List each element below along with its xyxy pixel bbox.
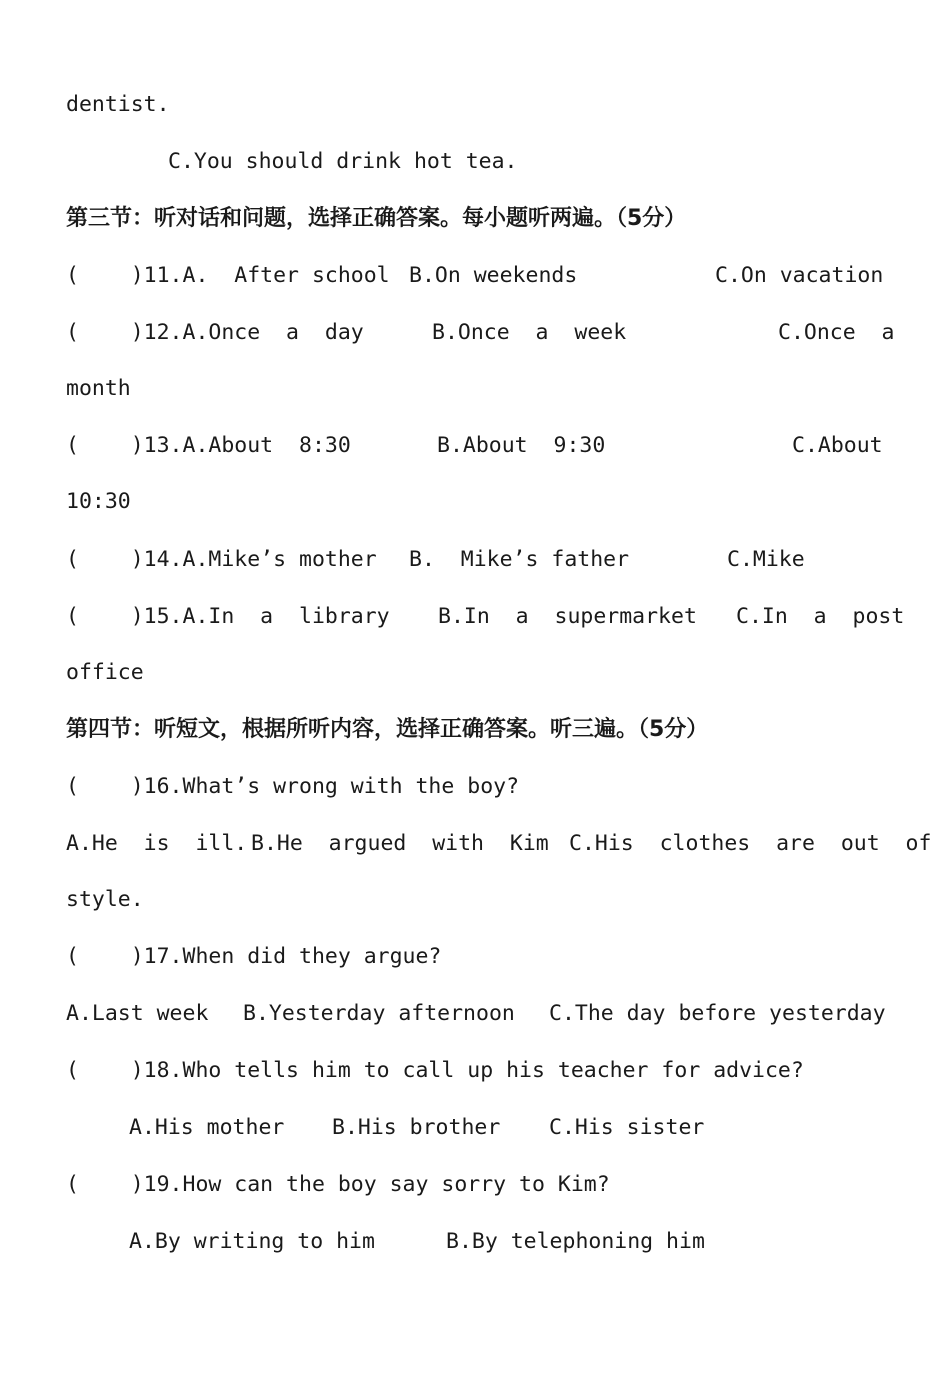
q11-number-a: ( )11.A. After school bbox=[66, 263, 390, 288]
line-option-c bbox=[0, 142, 950, 182]
q17-option-c: C.The day before yesterday bbox=[549, 1001, 886, 1026]
q12-option-c-cont: month bbox=[66, 376, 131, 401]
q18-option-c: C.His sister bbox=[549, 1115, 705, 1140]
q13-number-a: ( )13.A.About 8:30 bbox=[66, 433, 351, 458]
q14-option-b: B. Mike’s father bbox=[409, 547, 630, 572]
q17-option-b: B.Yesterday afternoon bbox=[243, 1001, 515, 1026]
q16-option-a: A.He is ill. bbox=[66, 831, 248, 856]
q14-option-c: C.Mike bbox=[727, 547, 805, 572]
question-19-options bbox=[0, 1222, 950, 1262]
question-17-options bbox=[0, 994, 950, 1034]
q18-option-b: B.His brother bbox=[332, 1115, 501, 1140]
q18-question: ( )18.Who tells him to call up his teacher for advice? bbox=[66, 1058, 804, 1083]
q16-option-b: B.He argued with Kim bbox=[251, 831, 549, 856]
question-18-options bbox=[0, 1108, 950, 1148]
question-15 bbox=[0, 597, 950, 637]
q11-option-c: C.On vacation bbox=[715, 263, 884, 288]
section4-heading-text: 第四节：听短文，根据所听内容，选择正确答案。听三遍。（5分） bbox=[66, 717, 709, 742]
question-19 bbox=[0, 1165, 950, 1205]
question-12 bbox=[0, 313, 950, 353]
section4-heading bbox=[0, 710, 950, 750]
q16-question: ( )16.What’s wrong with the boy? bbox=[66, 774, 520, 799]
continued-text: dentist. bbox=[66, 92, 170, 117]
q14-number-a: ( )14.A.Mike’s mother bbox=[66, 547, 377, 572]
q13-option-b: B.About 9:30 bbox=[437, 433, 606, 458]
line-dentist bbox=[0, 85, 950, 125]
question-11 bbox=[0, 256, 950, 296]
section3-heading-text: 第三节：听对话和问题，选择正确答案。每小题听两遍。（5分） bbox=[66, 206, 687, 231]
question-16-options bbox=[0, 824, 950, 864]
question-13 bbox=[0, 426, 950, 466]
q15-option-c-cont: office bbox=[66, 660, 144, 685]
q11-option-b: B.On weekends bbox=[409, 263, 578, 288]
question-13-cont bbox=[0, 482, 950, 522]
question-16-cont bbox=[0, 880, 950, 920]
q19-question: ( )19.How can the boy say sorry to Kim? bbox=[66, 1172, 610, 1197]
q16-option-c-cont: style. bbox=[66, 887, 144, 912]
q12-number-a: ( )12.A.Once a day bbox=[66, 320, 364, 345]
question-16 bbox=[0, 767, 950, 807]
question-12-cont bbox=[0, 369, 950, 409]
q16-option-c: C.His clothes are out of bbox=[569, 831, 932, 856]
question-17 bbox=[0, 937, 950, 977]
q17-option-a: A.Last week bbox=[66, 1001, 209, 1026]
q19-option-b: B.By telephoning him bbox=[446, 1229, 705, 1254]
option-c-text: C.You should drink hot tea. bbox=[168, 149, 518, 174]
q17-question: ( )17.When did they argue? bbox=[66, 944, 442, 969]
q15-number-a: ( )15.A.In a library bbox=[66, 604, 390, 629]
q12-option-b: B.Once a week bbox=[432, 320, 627, 345]
q13-option-c-cont: 10:30 bbox=[66, 489, 131, 514]
question-15-cont bbox=[0, 653, 950, 693]
q15-option-c: C.In a post bbox=[736, 604, 905, 629]
q13-option-c: C.About bbox=[792, 433, 883, 458]
q15-option-b: B.In a supermarket bbox=[438, 604, 697, 629]
question-18 bbox=[0, 1051, 950, 1091]
section3-heading bbox=[0, 199, 950, 239]
question-14 bbox=[0, 540, 950, 580]
q19-option-a: A.By writing to him bbox=[129, 1229, 375, 1254]
q18-option-a: A.His mother bbox=[129, 1115, 285, 1140]
q12-option-c: C.Once a bbox=[778, 320, 895, 345]
